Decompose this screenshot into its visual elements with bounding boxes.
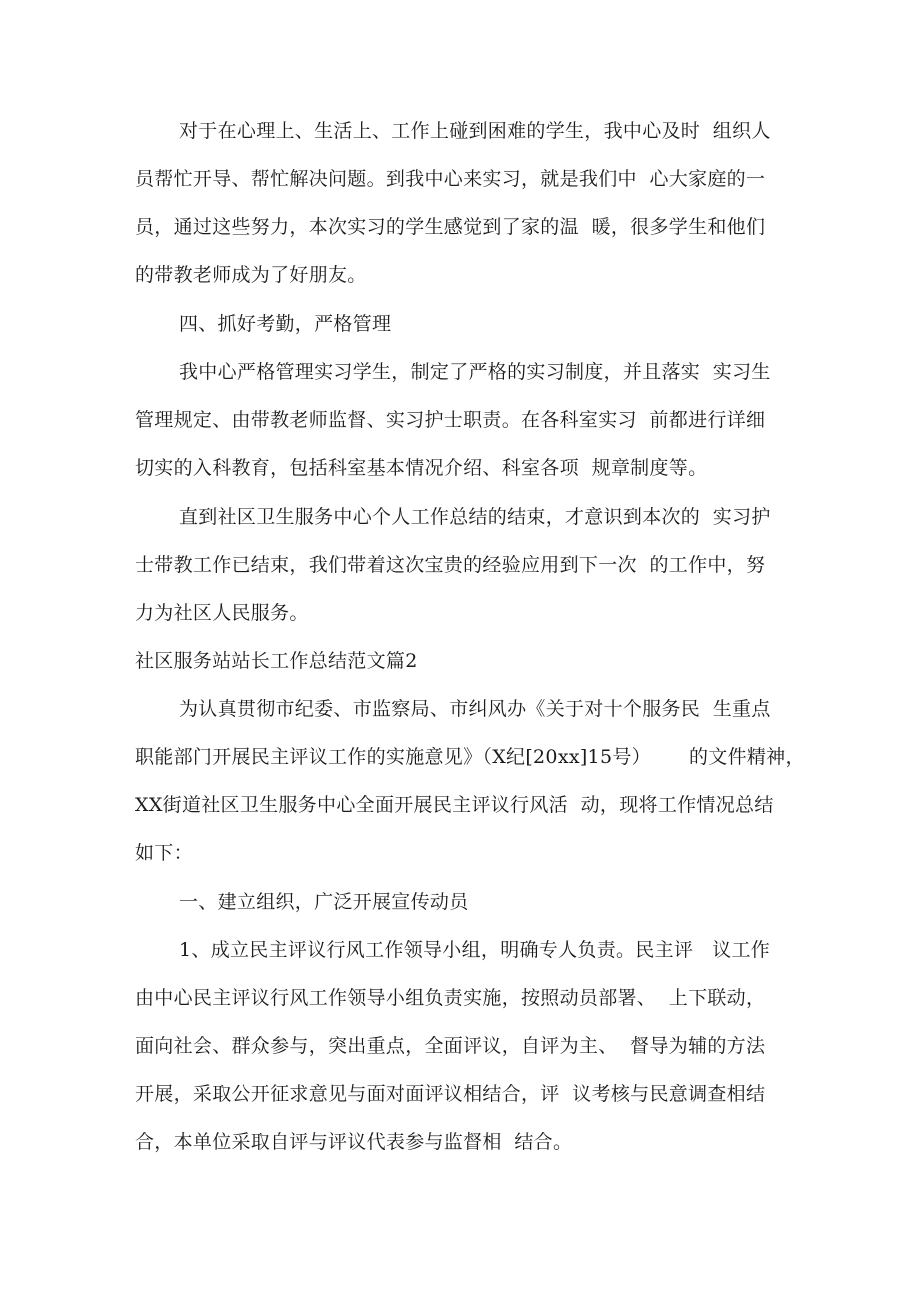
- paragraph-line: 如下：: [135, 842, 193, 864]
- paragraph-line: 由中心民主评议行风工作领导小组负责实施，按照动员部署、 上下联动，: [135, 987, 766, 1009]
- paragraph-line: 对于在心理上、生活上、工作上碰到困难的学生，我中心及时 组织人: [179, 120, 771, 142]
- paragraph-line: 切实的入科教育，包括科室基本情况介绍、科室各项 规章制度等。: [135, 457, 708, 479]
- paragraph-line: 为认真贯彻市纪委、市监察局、市纠风办《关于对十个服务民 生重点: [179, 698, 771, 720]
- paragraph-line: 职能部门开展民主评议工作的实施意见》（X纪[20xx]15号） 的文件精神，: [135, 746, 805, 768]
- paragraph-line: 的带教老师成为了好朋友。: [135, 264, 367, 286]
- paragraph-line: 我中心严格管理实习学生，制定了严格的实习制度，并且落实 实习生: [179, 361, 771, 383]
- paragraph-line: 力为社区人民服务。: [135, 602, 309, 624]
- article-title: 社区服务站站长工作总结范文篇2: [135, 650, 418, 672]
- section-heading: 四、抓好考勤，严格管理: [179, 313, 392, 335]
- section-heading: 一、建立组织，广泛开展宣传动员: [179, 891, 469, 913]
- paragraph-line: XX街道社区卫生服务中心全面开展民主评议行风活 动，现将工作情况总结: [135, 794, 774, 816]
- paragraph-line: 员，通过这些努力，本次实习的学生感觉到了家的温 暖，很多学生和他们: [135, 216, 766, 238]
- paragraph-line: 面向社会、群众参与，突出重点，全面评议，自评为主、 督导为辅的方法: [135, 1035, 766, 1057]
- paragraph-line: 开展，采取公开征求意见与面对面评议相结合，评 议考核与民意调查相结: [135, 1083, 766, 1105]
- paragraph-line: 士带教工作已结束，我们带着这次宝贵的经验应用到下一次 的工作中，努: [135, 554, 766, 576]
- paragraph-line: 员帮忙开导、帮忙解决问题。到我中心来实习，就是我们中 心大家庭的一: [135, 168, 766, 190]
- paragraph-line: 直到社区卫生服务中心个人工作总结的结束，才意识到本次的 实习护: [179, 506, 771, 528]
- paragraph-line: 1、成立民主评议行风工作领导小组，明确专人负责。民主评 议工作: [179, 939, 771, 961]
- paragraph-line: 管理规定、由带教老师监督、实习护士职责。在各科室实习 前都进行详细: [135, 409, 766, 431]
- paragraph-line: 合，本单位采取自评与评议代表参与监督相 结合。: [135, 1131, 573, 1153]
